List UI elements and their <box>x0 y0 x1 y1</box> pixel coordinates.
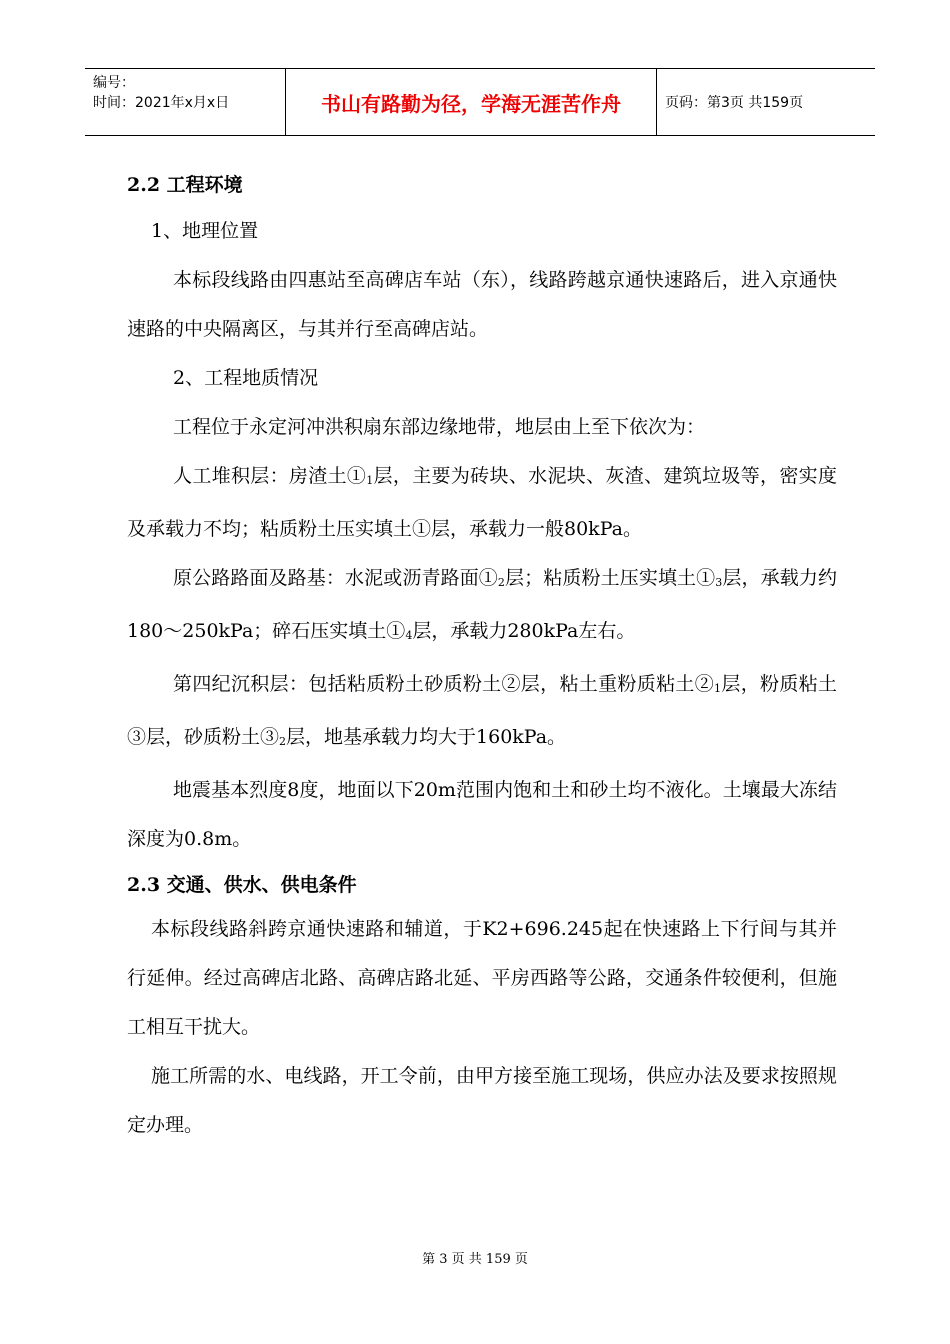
paragraph: 本标段线路斜跨京通快速路和辅道，于K2+696.245起在快速路上下行间与其并行延伸。经过高碑店北路、高碑店路北延、平房西路等公路，交通条件较便利，但施工相互干扰大。 <box>127 918 837 1038</box>
subscript: 1 <box>714 682 722 695</box>
text: 层，承载力280kPa左右。 <box>412 620 636 642</box>
paragraph <box>127 554 837 660</box>
section-heading-2-3: 2.3 交通、供水、供电条件 <box>127 874 357 896</box>
text: 原公路路面及路基：水泥或沥青路面① <box>173 567 498 589</box>
text: 层，粉质粘土③层，砂质粉土③ <box>127 673 837 748</box>
subscript: 1 <box>366 474 374 487</box>
page-header <box>85 68 875 136</box>
section-heading-2-2: 2.2 工程环境 <box>127 174 243 196</box>
paragraph: 施工所需的水、电线路，开工令前，由甲方接至施工现场，供应办法及要求按照规定办理。 <box>127 1065 837 1136</box>
page-footer: 第 3 页 共 159 页 <box>422 1252 528 1267</box>
paragraph: 地震基本烈度8度，地面以下20m范围内饱和土和砂土均不液化。土壤最大冻结深度为0.8m。 <box>127 779 837 850</box>
paragraph <box>127 452 837 554</box>
subscript: 2 <box>279 735 287 748</box>
item-geology: 2、工程地质情况 <box>173 367 319 389</box>
document-body <box>127 170 837 1150</box>
item-geo-location: 1、地理位置 <box>151 220 259 242</box>
text: 层，主要为砖块、水泥块、灰渣、建筑垃圾等，密实度及承载力不均；粘质粉土压实填土①层，承载力一般80kPa。 <box>127 465 837 540</box>
subscript: 4 <box>405 629 413 642</box>
text: 层，地基承载力均大于160kPa。 <box>286 726 567 748</box>
text: 第四纪沉积层：包括粘质粉土砂质粉土②层，粘土重粉质粘土② <box>173 673 715 695</box>
paragraph: 工程位于永定河冲洪积扇东部边缘地带，地层由上至下依次为： <box>173 416 706 438</box>
header-motto: 书山有路勤为径，学海无涯苦作舟 <box>285 69 657 135</box>
text: 层，承载力约180～250kPa；碎石压实填土① <box>127 567 837 642</box>
header-time: 时间：2021年x月x日 <box>93 95 230 111</box>
header-code: 编号： <box>93 75 135 91</box>
subscript: 2 <box>497 576 505 589</box>
text: 人工堆积层：房渣土① <box>173 465 367 487</box>
header-page-info: 页码：第3页 共159页 <box>665 95 804 111</box>
subscript: 3 <box>715 576 723 589</box>
paragraph <box>127 660 837 766</box>
text: 层；粘质粉土压实填土① <box>504 567 716 589</box>
paragraph: 本标段线路由四惠站至高碑店车站（东），线路跨越京通快速路后，进入京通快速路的中央隔离区，与其并行至高碑店站。 <box>127 269 837 340</box>
header-meta <box>85 69 285 135</box>
